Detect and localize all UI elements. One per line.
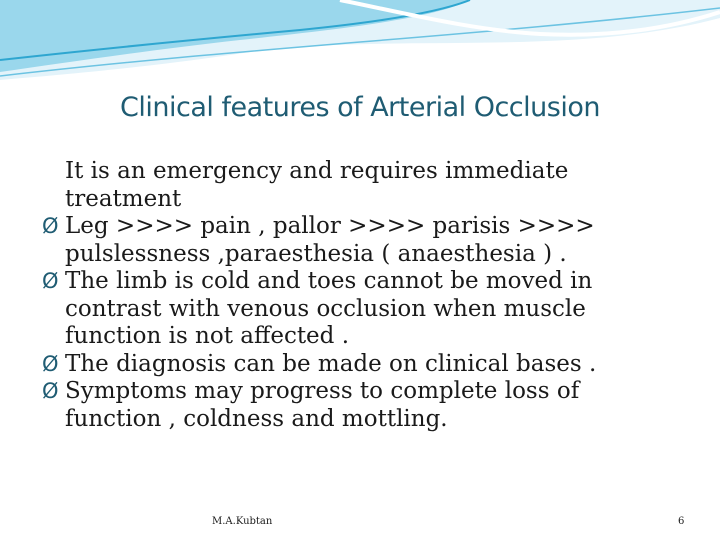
page-number: 6 — [678, 516, 685, 527]
bullet-arrow-icon: Ø — [42, 214, 59, 238]
footer-author: M.A.Kubtan — [212, 516, 273, 527]
slide-title: Clinical features of Arterial Occlusion — [120, 92, 600, 123]
bullet-text: The diagnosis can be made on clinical bases . — [65, 350, 597, 377]
bullet-text: The limb is cold and toes cannot be moved in contrast with venous occlusion when muscle function is not affected . — [65, 268, 593, 349]
intro-text: It is an emergency and requires immediate treatment — [65, 158, 569, 212]
bullet-text: Symptoms may progress to complete loss of function , coldness and mottling. — [65, 378, 580, 432]
bullet-text: Leg >>>> pain , pallor >>>> parisis >>>> pulslessness ,paraesthesia ( anaesthesia ) . — [65, 213, 595, 267]
bullet-item — [42, 378, 682, 433]
bullet-item — [42, 351, 682, 379]
bullet-item — [42, 268, 682, 351]
bullet-arrow-icon: Ø — [42, 351, 59, 376]
slide-body — [42, 158, 682, 433]
bullet-arrow-icon: Ø — [42, 379, 59, 403]
bullet-item — [42, 213, 682, 268]
bullet-arrow-icon: Ø — [42, 269, 59, 293]
header-wave-decoration — [0, 0, 720, 90]
